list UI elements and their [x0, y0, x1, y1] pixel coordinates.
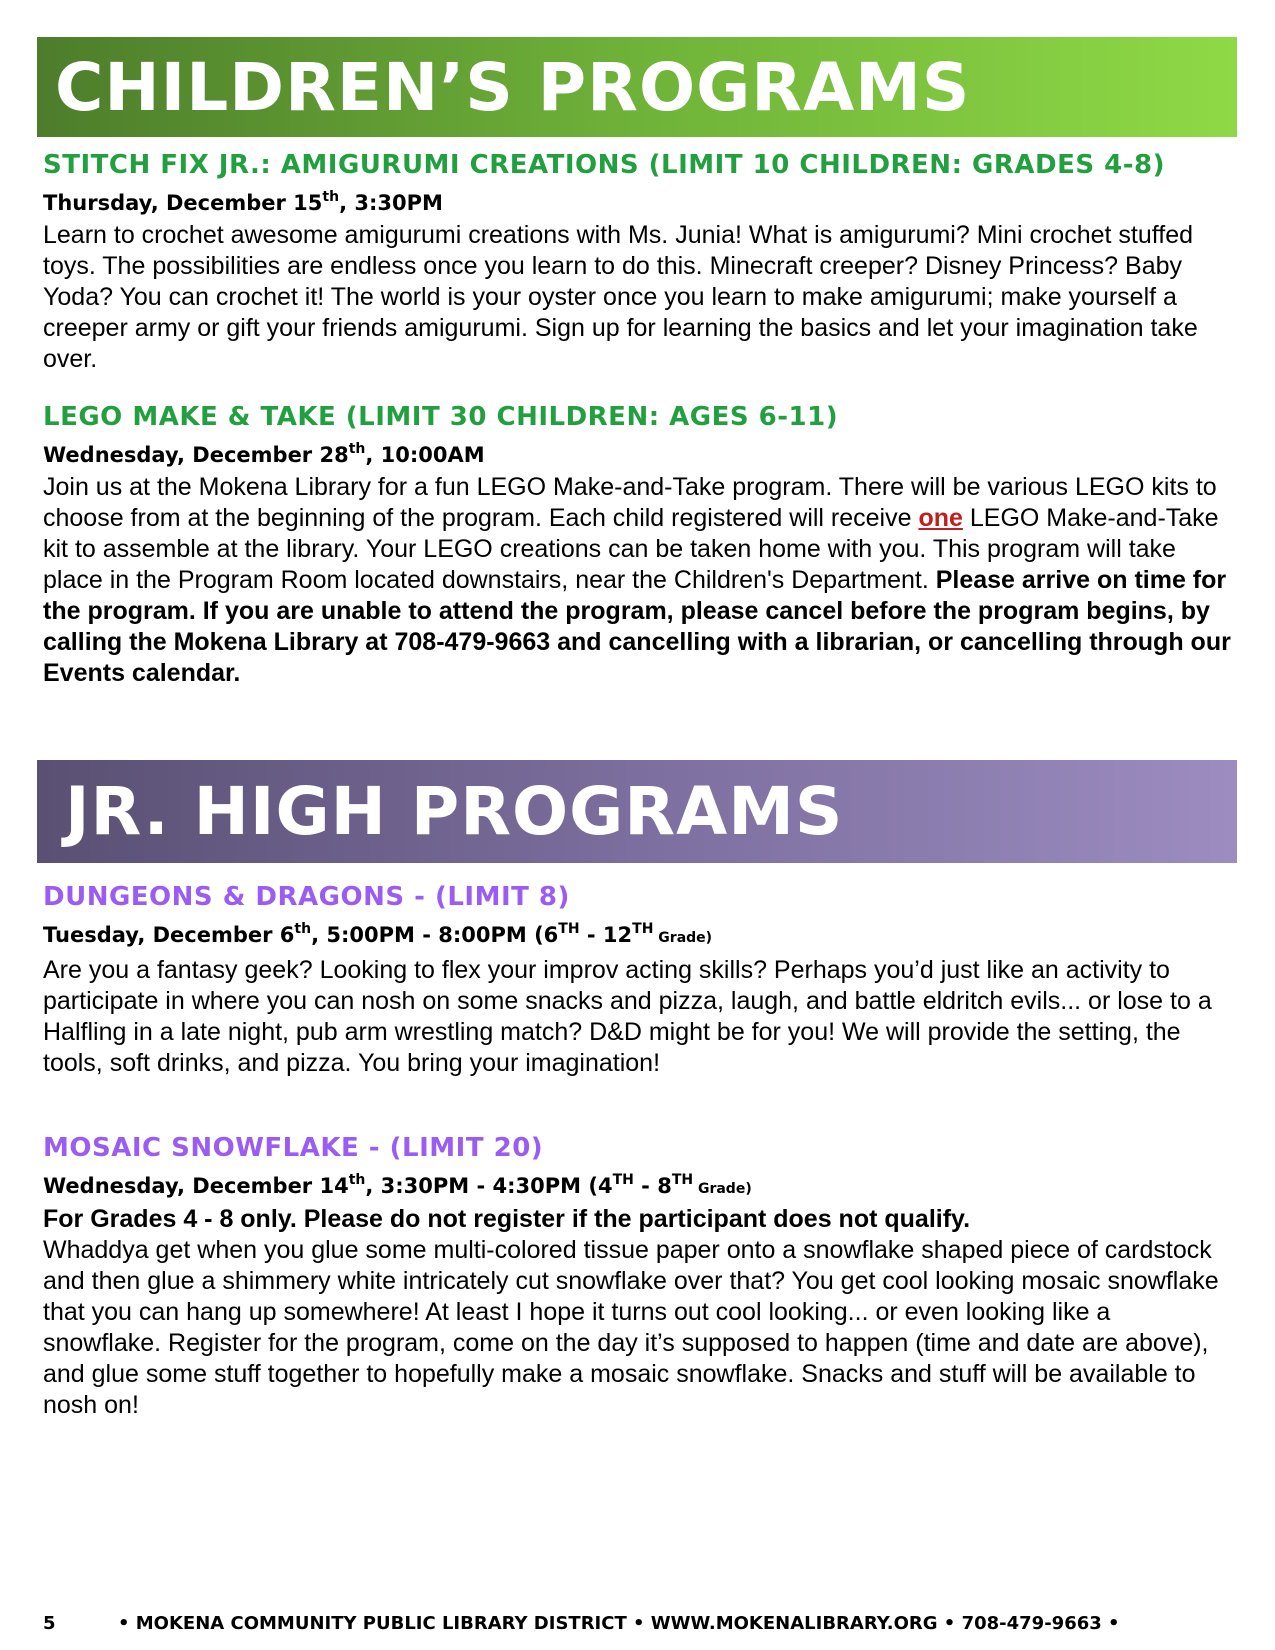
footer-library-info: • MOKENA COMMUNITY PUBLIC LIBRARY DISTRICT • WWW.MOKENALIBRARY.ORG • 708-479-9663 •	[118, 1613, 1120, 1634]
jr-high-programs-heading: JR. HIGH PROGRAMS	[65, 773, 844, 850]
mosaic-grade-suffix-1: TH	[612, 1172, 634, 1188]
mosaic-description: Whaddya get when you glue some multi-colored tissue paper onto a snowflake shaped piece of cardstock and then glue a shimmery white intricately cut snowflake over that? You get cool looking mosaic snowflake that you can hang up somewhere! At least I hope it turns out cool looking... or even looking like a snowflake. Register for the program, come on the day it’s supposed to happen (time and date are above), and glue some stuff together to hopefully make a mosaic snowflake. Snacks and stuff will be available to nosh on!	[43, 1236, 1219, 1419]
lego-description-highlight: one	[918, 504, 963, 532]
mosaic-eligibility-note: For Grades 4 - 8 only. Please do not register if the participant does not qualify.	[43, 1205, 971, 1233]
dnd-description: Are you a fantasy geek? Looking to flex your improv acting skills? Perhaps you’d just like an activity to participate in where you can nosh on some snacks and pizza, laugh, and battle eldritch evils... or lose to a Halfling in a late night, pub arm wrestling match? D&D might be for you! We will provide the setting, the tools, soft drinks, and pizza. You bring your imagination!	[43, 956, 1212, 1077]
dnd-grade-suffix-1: TH	[558, 921, 580, 937]
stitch-fix-description: Learn to crochet awesome amigurumi creations with Ms. Junia! What is amigurumi? Mini crochet stuffed toys. The possibilities are endless once you learn to do this. Minecraft creeper? Disney Princess? Baby Yoda? You can crochet it! The world is your oyster once you learn to make amigurumi; make yourself a creeper army or gift your friends amigurumi. Sign up for learning the basics and let your imagination take over.	[43, 221, 1198, 373]
lego-description	[43, 472, 1233, 689]
dnd-date-time: , 5:00PM - 8:00PM (6	[311, 923, 559, 947]
mosaic-date-time: , 3:30PM - 4:30PM (4	[365, 1174, 613, 1198]
stitch-fix-date-day: Thursday, December 15	[43, 191, 323, 215]
mosaic-grade-suffix-2: TH	[671, 1172, 694, 1188]
page-number: 5	[43, 1613, 56, 1634]
dnd-date-suffix: th	[294, 921, 312, 937]
stitch-fix-date-time: , 3:30PM	[339, 191, 443, 215]
lego-description-part1: Join us at the Mokena Library for a fun LEGO Make-and-Take program. There will be various LEGO kits to choose from at the beginning of the program. Each child registered will receive	[43, 473, 1217, 532]
stitch-fix-date	[43, 188, 1233, 218]
lego-title: LEGO MAKE & TAKE (LIMIT 30 CHILDREN: AGES 6-11)	[43, 402, 839, 432]
dnd-grade-label: Grade)	[653, 930, 713, 946]
dnd-grade-range: - 12	[579, 923, 633, 947]
lego-cancellation-note: Please arrive on time for the program. If you are unable to attend the program, please cancel before the program begins, by calling the Mokena Library at 708-479-9663 and cancelling with a librarian, or cancelling through our Events calendar.	[43, 566, 1231, 687]
mosaic-grade-label: Grade)	[693, 1181, 752, 1197]
mosaic-title: MOSAIC SNOWFLAKE - (LIMIT 20)	[43, 1133, 544, 1163]
childrens-programs-banner	[37, 37, 1237, 137]
dnd-program	[43, 880, 1233, 1079]
lego-date-suffix: th	[348, 441, 366, 457]
lego-date-day: Wednesday, December 28	[43, 443, 349, 467]
childrens-programs-heading: CHILDREN’S PROGRAMS	[55, 48, 971, 126]
stitch-fix-title: STITCH FIX JR.: AMIGURUMI CREATIONS (LIMIT 10 CHILDREN: GRADES 4-8)	[43, 150, 1165, 180]
mosaic-date	[43, 1171, 1233, 1204]
stitch-fix-date-suffix: th	[322, 189, 340, 205]
jr-high-programs-banner	[37, 760, 1237, 863]
lego-description-part2: LEGO Make-and-Take kit to assemble at the library. Your LEGO creations can be taken home with you. This program will take place in the Program Room located downstairs, near the Children's Department.	[43, 504, 1219, 594]
stitch-fix-program	[43, 148, 1233, 375]
mosaic-date-day: Wednesday, December 14	[43, 1174, 349, 1198]
lego-date	[43, 440, 1233, 470]
mosaic-program	[43, 1131, 1233, 1421]
page-footer	[43, 1613, 1233, 1634]
dnd-date	[43, 920, 1233, 953]
mosaic-grade-range: - 8	[633, 1174, 672, 1198]
lego-program	[43, 400, 1233, 689]
dnd-title: DUNGEONS & DRAGONS - (LIMIT 8)	[43, 882, 570, 912]
lego-date-time: , 10:00AM	[365, 443, 485, 467]
dnd-grade-suffix-2: TH	[632, 921, 654, 937]
dnd-date-day: Tuesday, December 6	[43, 923, 295, 947]
mosaic-date-suffix: th	[348, 1172, 366, 1188]
